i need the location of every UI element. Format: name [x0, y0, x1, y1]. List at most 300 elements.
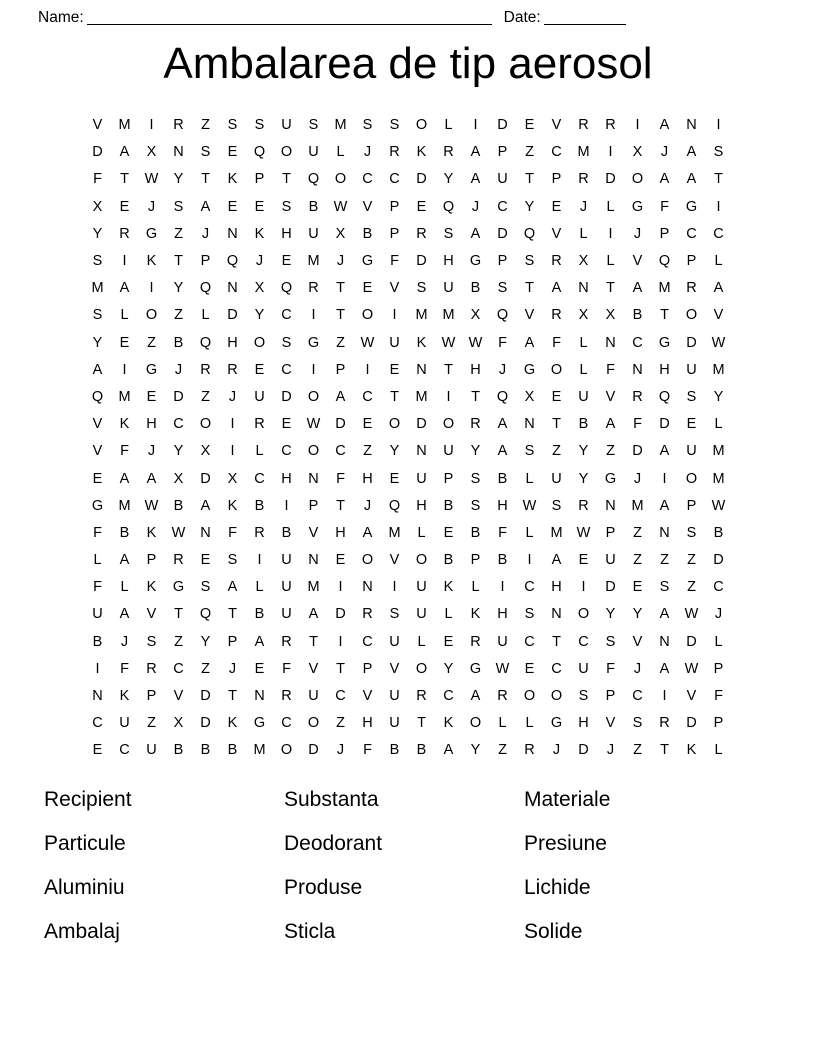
grid-letter[interactable]: Z [498, 742, 507, 759]
grid-letter[interactable]: I [122, 253, 127, 270]
grid-letter[interactable]: A [470, 144, 481, 161]
grid-letter[interactable]: C [335, 688, 346, 705]
grid-letter[interactable]: A [497, 443, 508, 460]
grid-letter[interactable]: M [307, 253, 320, 270]
grid-letter[interactable]: M [712, 443, 725, 460]
grid-letter[interactable]: W [522, 497, 537, 514]
grid-letter[interactable]: F [93, 524, 102, 541]
grid-letter[interactable]: A [659, 660, 670, 677]
grid-letter[interactable]: A [227, 579, 238, 596]
grid-letter[interactable]: Z [201, 660, 210, 677]
grid-letter[interactable]: I [608, 225, 613, 242]
grid-letter[interactable]: Z [633, 742, 642, 759]
grid-letter[interactable]: M [658, 280, 671, 297]
grid-letter[interactable]: D [416, 416, 427, 433]
grid-letter[interactable]: G [604, 470, 617, 487]
grid-letter[interactable]: D [173, 388, 184, 405]
grid-letter[interactable]: S [362, 117, 373, 134]
grid-letter[interactable]: P [605, 688, 616, 705]
grid-letter[interactable]: N [308, 470, 319, 487]
grid-letter[interactable]: Y [443, 171, 454, 188]
grid-letter[interactable]: L [93, 552, 102, 569]
grid-letter[interactable]: B [173, 334, 184, 351]
grid-letter[interactable]: K [416, 144, 427, 161]
grid-letter[interactable]: A [200, 198, 211, 215]
grid-letter[interactable]: T [120, 171, 129, 188]
grid-letter[interactable]: S [308, 117, 319, 134]
grid-letter[interactable]: V [146, 606, 157, 623]
grid-letter[interactable]: J [633, 225, 642, 242]
word-list-item[interactable]: Materiale [524, 788, 611, 811]
grid-letter[interactable]: M [712, 361, 725, 378]
grid-letter[interactable]: A [335, 388, 346, 405]
grid-letter[interactable]: J [336, 253, 345, 270]
grid-letter[interactable]: W [684, 660, 699, 677]
grid-letter[interactable]: C [713, 225, 724, 242]
grid-letter[interactable]: V [92, 443, 103, 460]
grid-letter[interactable]: E [443, 524, 454, 541]
grid-letter[interactable]: S [443, 225, 454, 242]
grid-letter[interactable]: A [443, 742, 454, 759]
grid-letter[interactable]: E [335, 552, 346, 569]
grid-letter[interactable]: E [551, 198, 562, 215]
grid-letter[interactable]: I [446, 388, 451, 405]
grid-letter[interactable]: M [334, 117, 347, 134]
grid-letter[interactable]: V [308, 660, 319, 677]
grid-letter[interactable]: F [93, 171, 102, 188]
grid-letter[interactable]: L [606, 253, 615, 270]
grid-letter[interactable]: C [632, 334, 643, 351]
grid-letter[interactable]: W [306, 416, 321, 433]
grid-letter[interactable]: O [550, 361, 563, 378]
grid-letter[interactable]: G [307, 334, 320, 351]
grid-letter[interactable]: W [684, 606, 699, 623]
grid-letter[interactable]: K [119, 416, 130, 433]
grid-letter[interactable]: A [659, 117, 670, 134]
grid-letter[interactable]: C [281, 307, 292, 324]
grid-letter[interactable]: X [335, 225, 346, 242]
grid-letter[interactable]: K [416, 334, 427, 351]
grid-letter[interactable]: N [524, 416, 535, 433]
grid-letter[interactable]: D [92, 144, 103, 161]
grid-letter[interactable]: C [389, 171, 400, 188]
grid-letter[interactable]: V [389, 552, 400, 569]
grid-letter[interactable]: J [660, 144, 669, 161]
grid-letter[interactable]: A [146, 470, 157, 487]
grid-letter[interactable]: K [146, 253, 157, 270]
grid-letter[interactable]: I [500, 579, 505, 596]
grid-letter[interactable]: U [416, 579, 427, 596]
grid-letter[interactable]: S [605, 633, 616, 650]
grid-letter[interactable]: C [254, 470, 265, 487]
grid-letter[interactable]: W [468, 334, 483, 351]
grid-letter[interactable]: D [605, 171, 616, 188]
grid-letter[interactable]: T [660, 307, 669, 324]
grid-letter[interactable]: P [605, 524, 616, 541]
grid-letter[interactable]: S [92, 307, 103, 324]
grid-letter[interactable]: L [579, 361, 588, 378]
grid-letter[interactable]: L [714, 633, 723, 650]
grid-letter[interactable]: N [227, 225, 238, 242]
grid-letter[interactable]: H [578, 715, 589, 732]
grid-letter[interactable]: R [443, 144, 454, 161]
grid-letter[interactable]: R [416, 688, 427, 705]
grid-letter[interactable]: C [173, 416, 184, 433]
grid-letter[interactable]: X [254, 280, 265, 297]
grid-letter[interactable]: I [122, 361, 127, 378]
grid-letter[interactable]: I [662, 688, 667, 705]
grid-letter[interactable]: S [254, 117, 265, 134]
grid-letter[interactable]: S [578, 688, 589, 705]
grid-letter[interactable]: W [711, 497, 726, 514]
grid-letter[interactable]: A [659, 497, 670, 514]
grid-letter[interactable]: E [524, 660, 535, 677]
grid-letter[interactable]: G [658, 334, 671, 351]
grid-letter[interactable]: L [579, 225, 588, 242]
word-list-item[interactable]: Particule [44, 832, 126, 855]
grid-letter[interactable]: U [146, 742, 157, 759]
grid-letter[interactable]: X [578, 253, 589, 270]
grid-letter[interactable]: H [416, 497, 427, 514]
grid-letter[interactable]: T [417, 715, 426, 732]
grid-letter[interactable]: R [119, 225, 130, 242]
grid-letter[interactable]: Q [307, 171, 320, 188]
grid-letter[interactable]: L [417, 633, 426, 650]
grid-letter[interactable]: V [605, 715, 616, 732]
grid-letter[interactable]: F [120, 660, 129, 677]
grid-letter[interactable]: V [92, 117, 103, 134]
grid-letter[interactable]: V [362, 198, 373, 215]
grid-letter[interactable]: F [120, 443, 129, 460]
grid-letter[interactable]: U [443, 280, 454, 297]
word-list-item[interactable]: Deodorant [284, 832, 383, 855]
grid-letter[interactable]: P [335, 361, 346, 378]
grid-letter[interactable]: H [362, 470, 373, 487]
grid-letter[interactable]: H [551, 579, 562, 596]
grid-letter[interactable]: O [145, 307, 158, 324]
grid-letter[interactable]: P [254, 171, 265, 188]
grid-letter[interactable]: O [415, 117, 428, 134]
grid-letter[interactable]: X [524, 388, 535, 405]
grid-letter[interactable]: X [92, 198, 103, 215]
grid-letter[interactable]: I [311, 307, 316, 324]
grid-letter[interactable]: L [417, 524, 426, 541]
grid-letter[interactable]: D [578, 742, 589, 759]
grid-letter[interactable]: A [200, 497, 211, 514]
grid-letter[interactable]: S [146, 633, 157, 650]
grid-letter[interactable]: J [552, 742, 561, 759]
grid-letter[interactable]: B [227, 742, 238, 759]
grid-letter[interactable]: Z [552, 443, 561, 460]
grid-letter[interactable]: H [227, 334, 238, 351]
grid-letter[interactable]: R [578, 117, 589, 134]
grid-letter[interactable]: H [146, 416, 157, 433]
grid-letter[interactable]: P [146, 552, 157, 569]
word-list-item[interactable]: Presiune [524, 832, 607, 855]
grid-letter[interactable]: L [498, 715, 507, 732]
grid-letter[interactable]: C [578, 633, 589, 650]
grid-letter[interactable]: L [525, 715, 534, 732]
grid-letter[interactable]: F [606, 361, 615, 378]
grid-letter[interactable]: C [551, 144, 562, 161]
grid-letter[interactable]: N [605, 334, 616, 351]
grid-letter[interactable]: D [497, 117, 508, 134]
grid-letter[interactable]: S [227, 552, 238, 569]
grid-letter[interactable]: Z [606, 443, 615, 460]
grid-letter[interactable]: F [660, 198, 669, 215]
grid-letter[interactable]: Z [336, 715, 345, 732]
grid-letter[interactable]: G [172, 579, 185, 596]
grid-letter[interactable]: P [227, 633, 238, 650]
grid-letter[interactable]: V [389, 660, 400, 677]
grid-letter[interactable]: B [470, 524, 481, 541]
grid-letter[interactable]: P [551, 171, 562, 188]
grid-letter[interactable]: G [523, 361, 536, 378]
grid-letter[interactable]: N [659, 633, 670, 650]
grid-letter[interactable]: L [255, 579, 264, 596]
grid-letter[interactable]: F [93, 579, 102, 596]
grid-letter[interactable]: V [605, 388, 616, 405]
grid-letter[interactable]: L [444, 606, 453, 623]
grid-letter[interactable]: L [714, 253, 723, 270]
grid-letter[interactable]: V [632, 253, 643, 270]
grid-letter[interactable]: X [605, 307, 616, 324]
grid-letter[interactable]: I [716, 117, 721, 134]
grid-letter[interactable]: T [552, 633, 561, 650]
grid-letter[interactable]: T [525, 280, 534, 297]
grid-letter[interactable]: J [363, 144, 372, 161]
grid-letter[interactable]: S [632, 715, 643, 732]
grid-letter[interactable]: D [686, 715, 697, 732]
grid-letter[interactable]: N [659, 524, 670, 541]
grid-letter[interactable]: X [470, 307, 481, 324]
grid-letter[interactable]: P [497, 144, 508, 161]
grid-letter[interactable]: A [551, 280, 562, 297]
grid-letter[interactable]: J [471, 198, 480, 215]
grid-letter[interactable]: C [632, 688, 643, 705]
grid-letter[interactable]: B [92, 633, 103, 650]
grid-letter[interactable]: D [335, 416, 346, 433]
grid-letter[interactable]: U [308, 688, 319, 705]
grid-letter[interactable]: M [442, 307, 455, 324]
grid-letter[interactable]: I [635, 117, 640, 134]
grid-letter[interactable]: U [497, 633, 508, 650]
grid-letter[interactable]: M [712, 470, 725, 487]
grid-letter[interactable]: U [551, 470, 562, 487]
grid-letter[interactable]: Y [173, 171, 184, 188]
grid-letter[interactable]: U [605, 552, 616, 569]
grid-letter[interactable]: A [92, 361, 103, 378]
grid-letter[interactable]: C [686, 225, 697, 242]
grid-letter[interactable]: N [551, 606, 562, 623]
grid-letter[interactable]: A [119, 280, 130, 297]
grid-letter[interactable]: Q [226, 253, 239, 270]
grid-letter[interactable]: K [119, 688, 130, 705]
grid-letter[interactable]: R [632, 388, 643, 405]
grid-letter[interactable]: M [388, 524, 401, 541]
grid-letter[interactable]: I [149, 117, 154, 134]
grid-letter[interactable]: T [201, 171, 210, 188]
grid-letter[interactable]: F [714, 688, 723, 705]
grid-letter[interactable]: E [119, 334, 130, 351]
grid-letter[interactable]: X [173, 470, 184, 487]
grid-letter[interactable]: O [388, 416, 401, 433]
grid-letter[interactable]: P [713, 660, 724, 677]
grid-letter[interactable]: S [659, 579, 670, 596]
grid-letter[interactable]: N [254, 688, 265, 705]
grid-letter[interactable]: E [416, 198, 427, 215]
grid-letter[interactable]: M [118, 117, 131, 134]
grid-letter[interactable]: E [227, 198, 238, 215]
grid-letter[interactable]: I [527, 552, 532, 569]
grid-letter[interactable]: V [551, 225, 562, 242]
grid-letter[interactable]: U [308, 225, 319, 242]
grid-letter[interactable]: C [524, 579, 535, 596]
grid-letter[interactable]: A [659, 606, 670, 623]
grid-letter[interactable]: J [363, 497, 372, 514]
grid-letter[interactable]: N [605, 497, 616, 514]
grid-letter[interactable]: B [389, 742, 400, 759]
grid-letter[interactable]: K [470, 606, 481, 623]
grid-letter[interactable]: W [144, 497, 159, 514]
grid-letter[interactable]: Q [388, 497, 401, 514]
grid-letter[interactable]: R [308, 280, 319, 297]
grid-letter[interactable]: K [254, 225, 265, 242]
grid-letter[interactable]: G [91, 497, 104, 514]
grid-letter[interactable]: Z [174, 307, 183, 324]
grid-letter[interactable]: W [495, 660, 510, 677]
grid-letter[interactable]: U [254, 388, 265, 405]
grid-letter[interactable]: Y [173, 443, 184, 460]
grid-letter[interactable]: A [119, 470, 130, 487]
grid-letter[interactable]: T [174, 253, 183, 270]
grid-letter[interactable]: C [362, 388, 373, 405]
grid-letter[interactable]: I [338, 633, 343, 650]
grid-letter[interactable]: H [281, 470, 292, 487]
grid-letter[interactable]: S [524, 253, 535, 270]
grid-letter[interactable]: T [390, 388, 399, 405]
grid-letter[interactable]: Q [253, 144, 266, 161]
grid-letter[interactable]: C [281, 443, 292, 460]
grid-letter[interactable]: F [498, 524, 507, 541]
grid-letter[interactable]: U [416, 606, 427, 623]
date-write-in-line[interactable] [544, 9, 626, 25]
grid-letter[interactable]: P [200, 253, 211, 270]
grid-letter[interactable]: R [173, 117, 184, 134]
grid-letter[interactable]: R [659, 715, 670, 732]
grid-letter[interactable]: V [551, 117, 562, 134]
grid-letter[interactable]: K [146, 524, 157, 541]
grid-letter[interactable]: S [551, 497, 562, 514]
grid-letter[interactable]: C [281, 361, 292, 378]
grid-letter[interactable]: Z [633, 552, 642, 569]
grid-letter[interactable]: B [254, 606, 265, 623]
grid-letter[interactable]: B [497, 470, 508, 487]
grid-letter[interactable]: U [416, 470, 427, 487]
grid-letter[interactable]: W [711, 334, 726, 351]
grid-letter[interactable]: O [577, 606, 590, 623]
grid-letter[interactable]: I [284, 497, 289, 514]
grid-letter[interactable]: A [119, 144, 130, 161]
grid-letter[interactable]: M [415, 388, 428, 405]
grid-letter[interactable]: Y [254, 307, 265, 324]
grid-letter[interactable]: H [335, 524, 346, 541]
grid-letter[interactable]: G [253, 715, 266, 732]
grid-letter[interactable]: W [360, 334, 375, 351]
grid-letter[interactable]: B [416, 742, 427, 759]
grid-letter[interactable]: V [92, 416, 103, 433]
grid-letter[interactable]: T [309, 633, 318, 650]
grid-letter[interactable]: Q [199, 606, 212, 623]
grid-letter[interactable]: L [336, 144, 345, 161]
grid-letter[interactable]: M [91, 280, 104, 297]
grid-letter[interactable]: E [281, 416, 292, 433]
grid-letter[interactable]: D [227, 307, 238, 324]
grid-letter[interactable]: J [633, 660, 642, 677]
grid-letter[interactable]: R [497, 688, 508, 705]
grid-letter[interactable]: N [578, 280, 589, 297]
grid-letter[interactable]: B [119, 524, 130, 541]
grid-letter[interactable]: T [228, 606, 237, 623]
grid-letter[interactable]: W [441, 334, 456, 351]
grid-letter[interactable]: R [254, 524, 265, 541]
grid-letter[interactable]: P [443, 470, 454, 487]
grid-letter[interactable]: A [308, 606, 319, 623]
grid-letter[interactable]: E [389, 470, 400, 487]
grid-letter[interactable]: I [230, 443, 235, 460]
grid-letter[interactable]: J [633, 470, 642, 487]
grid-letter[interactable]: O [307, 388, 320, 405]
grid-letter[interactable]: N [362, 579, 373, 596]
grid-letter[interactable]: B [308, 198, 319, 215]
grid-letter[interactable]: O [442, 416, 455, 433]
grid-letter[interactable]: E [254, 361, 265, 378]
word-list-item[interactable]: Recipient [44, 788, 132, 811]
word-search-grid[interactable] [84, 112, 732, 765]
grid-letter[interactable]: O [199, 416, 212, 433]
grid-letter[interactable]: M [118, 497, 131, 514]
grid-letter[interactable]: Y [605, 606, 616, 623]
grid-letter[interactable]: M [307, 579, 320, 596]
grid-letter[interactable]: L [606, 198, 615, 215]
grid-letter[interactable]: P [146, 688, 157, 705]
grid-letter[interactable]: H [281, 225, 292, 242]
grid-letter[interactable]: U [389, 688, 400, 705]
name-write-in-line[interactable] [87, 9, 492, 25]
grid-letter[interactable]: J [336, 742, 345, 759]
grid-letter[interactable]: B [443, 497, 454, 514]
grid-letter[interactable]: E [254, 660, 265, 677]
grid-letter[interactable]: F [552, 334, 561, 351]
grid-letter[interactable]: F [498, 334, 507, 351]
grid-letter[interactable]: D [416, 171, 427, 188]
grid-letter[interactable]: L [120, 307, 129, 324]
grid-letter[interactable]: D [200, 688, 211, 705]
grid-letter[interactable]: X [578, 307, 589, 324]
grid-letter[interactable]: R [524, 742, 535, 759]
grid-letter[interactable]: X [173, 715, 184, 732]
grid-letter[interactable]: V [308, 524, 319, 541]
grid-letter[interactable]: R [578, 497, 589, 514]
grid-letter[interactable]: T [336, 497, 345, 514]
grid-letter[interactable]: A [470, 688, 481, 705]
word-list-item[interactable]: Aluminiu [44, 876, 125, 899]
grid-letter[interactable]: E [254, 198, 265, 215]
grid-letter[interactable]: X [227, 470, 238, 487]
grid-letter[interactable]: Z [201, 388, 210, 405]
grid-letter[interactable]: T [552, 416, 561, 433]
grid-letter[interactable]: I [338, 579, 343, 596]
